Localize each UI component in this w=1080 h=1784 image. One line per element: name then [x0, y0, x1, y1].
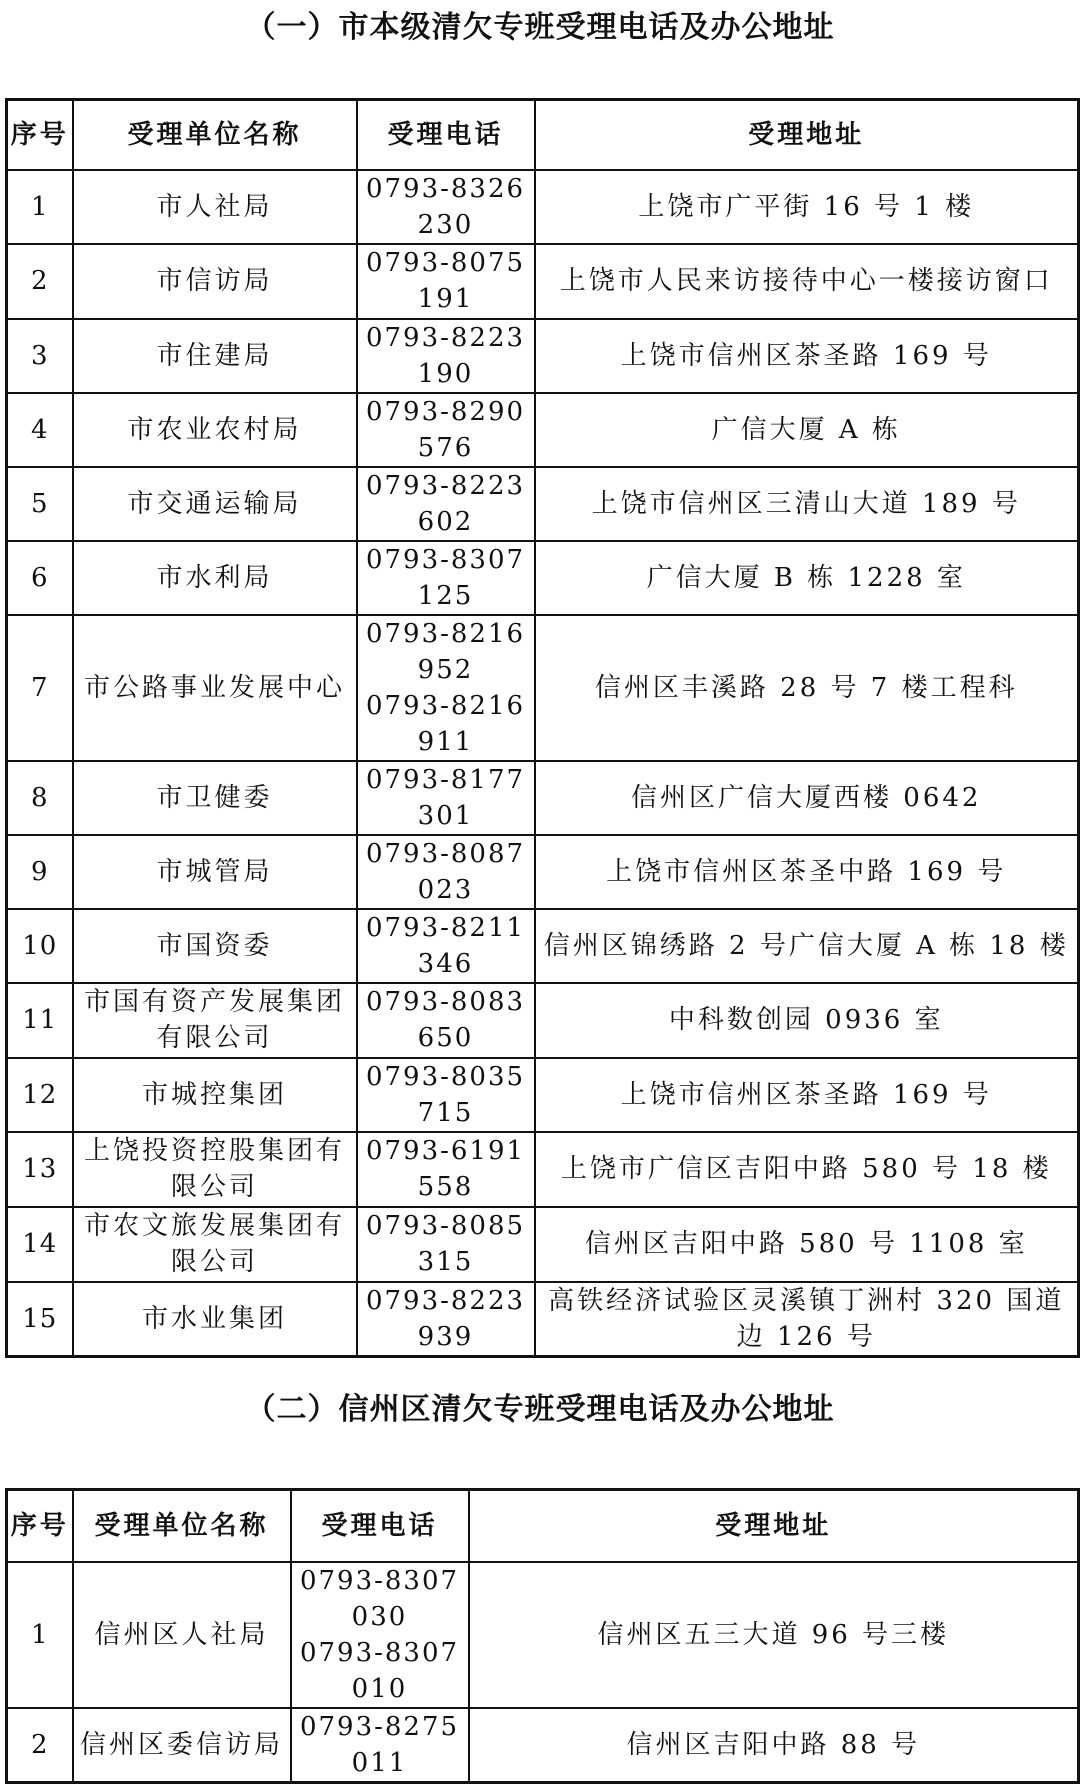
- row-address: 上饶市广信区吉阳中路 580 号 18 楼: [535, 1132, 1079, 1207]
- row-seq: 15: [7, 1282, 73, 1357]
- row-seq: 1: [7, 170, 73, 244]
- table-row: [7, 615, 1079, 761]
- table-row: [7, 541, 1079, 615]
- row-address: 上饶市信州区茶圣路 169 号: [535, 319, 1079, 393]
- table-header-row: [7, 1490, 1079, 1562]
- row-phone: 0793-8307030 0793-8307010: [291, 1562, 469, 1708]
- row-unit-name: 市卫健委: [73, 761, 357, 835]
- row-unit-name: 市交通运输局: [73, 467, 357, 541]
- header-unit-name: 受理单位名称: [73, 100, 357, 170]
- row-unit-name: 市人社局: [73, 170, 357, 244]
- row-phone: 0793-8087023: [357, 835, 535, 909]
- table-row: [7, 983, 1079, 1058]
- header-seq: 序号: [7, 1490, 73, 1562]
- row-unit-name: 信州区人社局: [73, 1562, 291, 1708]
- table-row: [7, 319, 1079, 393]
- row-address: 信州区锦绣路 2 号广信大厦 A 栋 18 楼: [535, 909, 1079, 983]
- row-unit-name: 市水利局: [73, 541, 357, 615]
- header-unit-name: 受理单位名称: [73, 1490, 291, 1562]
- table-row: [7, 1132, 1079, 1207]
- header-seq: 序号: [7, 100, 73, 170]
- row-seq: 3: [7, 319, 73, 393]
- row-unit-name: 市国有资产发展集团有限公司: [73, 983, 357, 1058]
- row-seq: 13: [7, 1132, 73, 1207]
- row-phone: 0793-8035715: [357, 1058, 535, 1132]
- table-row: [7, 244, 1079, 319]
- table-row: [7, 1058, 1079, 1132]
- row-phone: 0793-6191558: [357, 1132, 535, 1207]
- row-phone: 0793-8290576: [357, 393, 535, 467]
- row-phone: 0793-8085315: [357, 1207, 535, 1282]
- row-unit-name: 市信访局: [73, 244, 357, 319]
- row-unit-name: 市公路事业发展中心: [73, 615, 357, 761]
- table-row: [7, 1282, 1079, 1357]
- row-address: 上饶市信州区茶圣中路 169 号: [535, 835, 1079, 909]
- row-phone: 0793-8307125: [357, 541, 535, 615]
- row-address: 中科数创园 0936 室: [535, 983, 1079, 1058]
- table-row: [7, 909, 1079, 983]
- row-seq: 14: [7, 1207, 73, 1282]
- table-header-row: [7, 100, 1079, 170]
- row-phone: 0793-8216952 0793-8216911: [357, 615, 535, 761]
- header-phone: 受理电话: [291, 1490, 469, 1562]
- city-level-contact-table: [5, 98, 1080, 1358]
- row-unit-name: 市水业集团: [73, 1282, 357, 1357]
- row-phone: 0793-8223190: [357, 319, 535, 393]
- row-unit-name: 市农文旅发展集团有限公司: [73, 1207, 357, 1282]
- row-seq: 2: [7, 244, 73, 319]
- row-phone: 0793-8223939: [357, 1282, 535, 1357]
- row-seq: 2: [7, 1708, 73, 1783]
- row-unit-name: 上饶投资控股集团有限公司: [73, 1132, 357, 1207]
- row-seq: 9: [7, 835, 73, 909]
- row-unit-name: 市国资委: [73, 909, 357, 983]
- row-phone: 0793-8275011: [291, 1708, 469, 1783]
- row-seq: 7: [7, 615, 73, 761]
- row-seq: 6: [7, 541, 73, 615]
- table-row: [7, 393, 1079, 467]
- row-unit-name: 信州区委信访局: [73, 1708, 291, 1783]
- table-row: [7, 761, 1079, 835]
- row-address: 广信大厦 A 栋: [535, 393, 1079, 467]
- row-seq: 12: [7, 1058, 73, 1132]
- row-address: 信州区五三大道 96 号三楼: [469, 1562, 1079, 1708]
- row-unit-name: 市城管局: [73, 835, 357, 909]
- row-unit-name: 市住建局: [73, 319, 357, 393]
- row-phone: 0793-8083650: [357, 983, 535, 1058]
- row-phone: 0793-8211346: [357, 909, 535, 983]
- row-seq: 8: [7, 761, 73, 835]
- row-phone: 0793-8177301: [357, 761, 535, 835]
- row-seq: 1: [7, 1562, 73, 1708]
- row-address: 信州区广信大厦西楼 0642: [535, 761, 1079, 835]
- row-unit-name: 市农业农村局: [73, 393, 357, 467]
- row-address: 高铁经济试验区灵溪镇丁洲村 320 国道边 126 号: [535, 1282, 1079, 1357]
- row-phone: 0793-8075191: [357, 244, 535, 319]
- table-row: [7, 1708, 1079, 1783]
- section-1-title: （一）市本级清欠专班受理电话及办公地址: [245, 10, 835, 45]
- table-row: [7, 1207, 1079, 1282]
- row-phone: 0793-8326230: [357, 170, 535, 244]
- row-address: 信州区吉阳中路 88 号: [469, 1708, 1079, 1783]
- table-row: [7, 1562, 1079, 1708]
- section-2-title: （二）信州区清欠专班受理电话及办公地址: [245, 1392, 835, 1427]
- row-seq: 11: [7, 983, 73, 1058]
- table-row: [7, 835, 1079, 909]
- row-address: 上饶市人民来访接待中心一楼接访窗口: [535, 244, 1079, 319]
- row-seq: 10: [7, 909, 73, 983]
- header-phone: 受理电话: [357, 100, 535, 170]
- row-address: 上饶市信州区茶圣路 169 号: [535, 1058, 1079, 1132]
- table-row: [7, 170, 1079, 244]
- row-address: 上饶市广平街 16 号 1 楼: [535, 170, 1079, 244]
- row-seq: 5: [7, 467, 73, 541]
- row-phone: 0793-8223602: [357, 467, 535, 541]
- row-address: 广信大厦 B 栋 1228 室: [535, 541, 1079, 615]
- xinzhou-district-contact-table: [5, 1488, 1080, 1784]
- row-seq: 4: [7, 393, 73, 467]
- row-address: 信州区丰溪路 28 号 7 楼工程科: [535, 615, 1079, 761]
- header-address: 受理地址: [535, 100, 1079, 170]
- table-row: [7, 467, 1079, 541]
- row-address: 信州区吉阳中路 580 号 1108 室: [535, 1207, 1079, 1282]
- header-address: 受理地址: [469, 1490, 1079, 1562]
- row-unit-name: 市城控集团: [73, 1058, 357, 1132]
- row-address: 上饶市信州区三清山大道 189 号: [535, 467, 1079, 541]
